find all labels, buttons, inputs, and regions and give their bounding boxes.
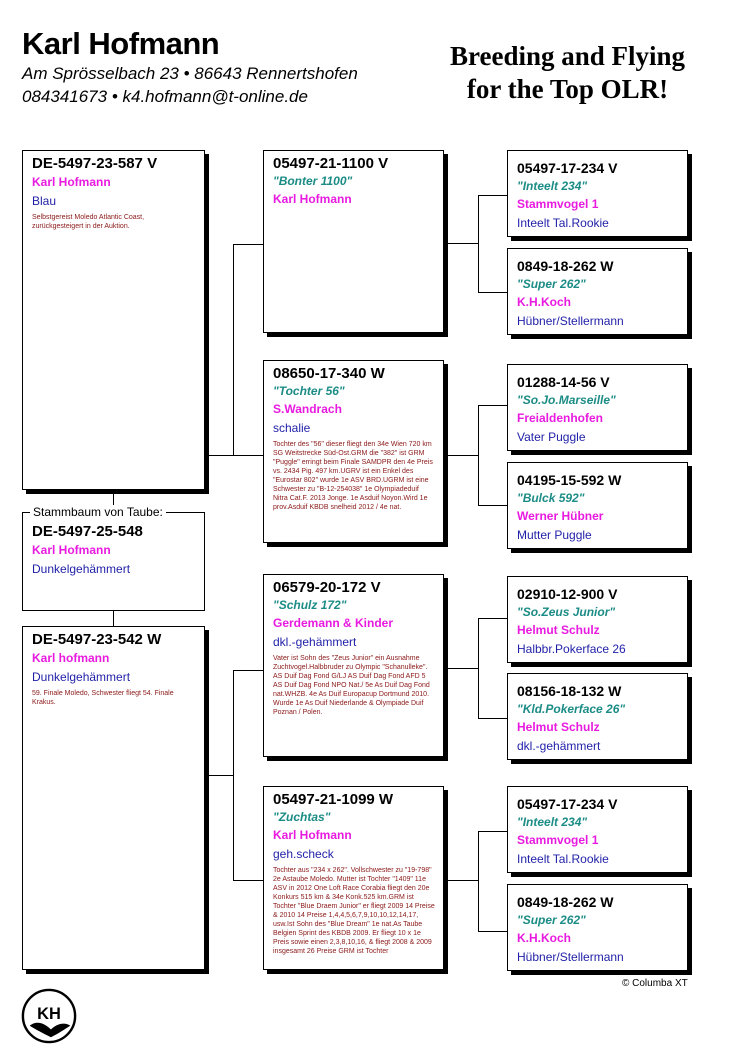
great-grandparent-card [507, 364, 688, 451]
ring-number: 05497-17-234 V [517, 160, 618, 176]
connector [444, 243, 479, 244]
pigeon-name: "Zuchtas" [273, 810, 331, 824]
breeder-name: Karl Hofmann [22, 26, 220, 61]
connector [208, 775, 234, 776]
color: Hübner/Stellermann [517, 950, 624, 964]
pigeon-name: "Schulz 172" [273, 598, 347, 612]
ring-number: 06579-20-172 V [273, 579, 381, 596]
description: Tochter aus "234 x 262". Vollschwester zu "19-798" 2e Astaube Moledo. Mutter ist Tochter "1409" 11e ASV in 2012 One Loft Race Corabia fliegt den 20e Konkurs 515 km & 34e Konk.525 km.GRM ist Tochter "Blue Draem Junior" er fliegt 2009 14 Preise & 2010 14 Preise 1,4,4,5,6,7,9,10,10,12,14,17, usw.Ist Sohn des "Blue Dream" 1e nat.As Taube Belgien Sprint des KBDB 2009. Er fliegt 10 x 1e Preis sowie einen 2,3,8,10,16, & fliegt 2008 & 2009 insgesamt 26 Preise GRM ist Tochter [273, 867, 435, 955]
connector [113, 611, 114, 626]
grandfather-paternal-card [263, 150, 444, 333]
ring-number: DE-5497-25-548 [32, 523, 143, 540]
owner: Karl Hofmann [273, 828, 352, 842]
connector [478, 618, 507, 619]
breeder-address: Am Sprösselbach 23 • 86643 Rennertshofen [22, 64, 358, 83]
color: Vater Puggle [517, 430, 586, 444]
owner: Helmut Schulz [517, 720, 600, 734]
pigeon-name: "Bonter 1100" [273, 174, 353, 188]
connector [233, 244, 234, 455]
pigeon-name: "Bulck 592" [517, 491, 585, 505]
owner: S.Wandrach [273, 402, 342, 416]
color: geh.scheck [273, 847, 334, 861]
pigeon-name: "Super 262" [517, 277, 586, 291]
great-grandparent-card [507, 248, 688, 335]
connector [444, 668, 479, 669]
pigeon-name: "Tochter 56" [273, 384, 345, 398]
color: Blau [32, 194, 57, 208]
connector [233, 880, 263, 881]
owner: Karl hofmann [32, 651, 110, 665]
connector [478, 831, 479, 931]
color: Halbbr.Pokerface 26 [517, 642, 626, 656]
slogan [425, 40, 710, 106]
connector [478, 505, 507, 506]
grandmother-paternal-card [263, 360, 444, 543]
pedigree-label: Stammbaum von Taube: [30, 505, 166, 519]
ring-number: DE-5497-23-587 V [32, 155, 158, 172]
connector [478, 718, 507, 719]
pigeon-name: "Kld.Pokerface 26" [517, 702, 626, 716]
connector [478, 292, 507, 293]
description: Tochter des "56" dieser fliegt den 34e Wien 720 km SG Weitstrecke Süd-Ost.GRM die "382" ist GRM "Puggle" erringt beim Finale SAMDPR den 4e Preis vs. 2434 Pig. 497 km.UGRV ist ein Enkel des "Eurostar 802" wurde 1e ASV BRD.UGRM ist eine Schwester zu "B-12-254038" 1e Olympiadeduif Nitra Cat.F. 2013 Jonge. 1e Asduif Noyon.Wird 1e prov.Asduif KBDB snelheid 2012 / 4e nat. [273, 441, 433, 511]
connector [478, 195, 507, 196]
pigeon-name: "Super 262" [517, 913, 586, 927]
description: 59. Finale Moledo, Schwester fliegt 54. Finale Krakus. [32, 690, 174, 706]
owner: Karl Hofmann [273, 192, 352, 206]
father-card [22, 150, 205, 490]
owner: Karl Hofmann [32, 175, 111, 189]
color: Hübner/Stellermann [517, 314, 624, 328]
pigeon-name: "So.Zeus Junior" [517, 605, 616, 619]
ring-number: 02910-12-900 V [517, 586, 618, 602]
owner: Freialdenhofen [517, 411, 604, 425]
ring-number: 0849-18-262 W [517, 894, 614, 910]
ring-number: 08650-17-340 W [273, 365, 385, 382]
breeder-contact: 084341673 • k4.hofmann@t-online.de [22, 87, 308, 106]
slogan-line-1: Breeding and Flying [449, 41, 686, 71]
ring-number: 04195-15-592 W [517, 472, 622, 488]
ring-number: 08156-18-132 W [517, 683, 622, 699]
connector [444, 455, 479, 456]
ring-number: DE-5497-23-542 W [32, 631, 162, 648]
connector [478, 405, 507, 406]
ring-number: 01288-14-56 V [517, 374, 610, 390]
copyright: © Columba XT [622, 978, 688, 989]
color: Inteelt Tal.Rookie [517, 852, 609, 866]
subject-card [22, 512, 205, 611]
connector [478, 931, 507, 932]
owner: K.H.Koch [517, 931, 571, 945]
mother-card [22, 626, 205, 970]
pigeon-name: "So.Jo.Marseille" [517, 393, 616, 407]
connector [113, 490, 114, 506]
grandfather-maternal-card [263, 574, 444, 757]
ring-number: 05497-17-234 V [517, 796, 618, 812]
owner: K.H.Koch [517, 295, 571, 309]
owner: Stammvogel 1 [517, 833, 599, 847]
description: Selbstgereist Moledo Atlantic Coast, zurückgesteigert in der Auktion. [32, 214, 145, 230]
ring-number: 0849-18-262 W [517, 258, 614, 274]
grandmother-maternal-card [263, 786, 444, 970]
great-grandparent-card [507, 462, 688, 549]
slogan-line-2: for the Top OLR! [466, 74, 669, 104]
owner: Gerdemann & Kinder [273, 616, 394, 630]
great-grandparent-card [507, 673, 688, 760]
pigeon-name: "Inteelt 234" [517, 179, 588, 193]
connector [233, 244, 263, 245]
color: Inteelt Tal.Rookie [517, 216, 609, 230]
color: schalie [273, 421, 311, 435]
connector [233, 670, 263, 671]
color: Mutter Puggle [517, 528, 592, 542]
color: Dunkelgehämmert [32, 670, 131, 684]
owner: Werner Hübner [517, 509, 604, 523]
ring-number: 05497-21-1099 W [273, 791, 394, 808]
pigeon-name: "Inteelt 234" [517, 815, 588, 829]
ring-number: 05497-21-1100 V [273, 155, 389, 172]
color: dkl.-gehämmert [517, 739, 601, 753]
connector [208, 244, 209, 455]
owner: Karl Hofmann [32, 543, 111, 557]
great-grandparent-card [507, 884, 688, 971]
color: dkl.-gehämmert [273, 635, 357, 649]
connector [444, 880, 479, 881]
great-grandparent-card [507, 150, 688, 237]
color: Dunkelgehämmert [32, 562, 131, 576]
connector [478, 831, 507, 832]
logo-text: KH [37, 1004, 61, 1023]
kh-logo-icon [20, 987, 78, 1045]
description: Vater ist Sohn des "Zeus Junior" ein Ausnahme Zuchtvogel.Halbbruder zu Olympic "Schanulleke". AS Duif Dag Fond G/LJ AS Duif Dag Fond AFD 5 AS Duif Dag Fond NPO Nat./ 5e As Duif Dag Fond nat.WHZB. 4e As Duif Europacup Dortmund 2010. Wurde 1e As Duif Niederlande & Olympiade Duif Poznan / Polen. [273, 655, 430, 716]
great-grandparent-card [507, 576, 688, 663]
great-grandparent-card [507, 786, 688, 873]
owner: Helmut Schulz [517, 623, 600, 637]
owner: Stammvogel 1 [517, 197, 599, 211]
connector [208, 455, 263, 456]
